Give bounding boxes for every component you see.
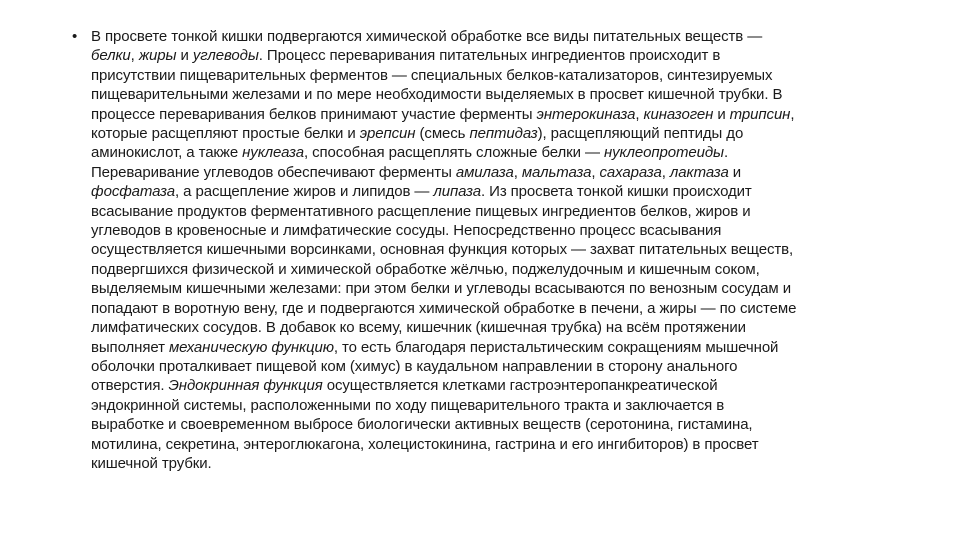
text-line <box>91 279 891 298</box>
text-run: лимфатических сосудов. В добавок ко всему, кишечник (кишечная трубка) на всём протяжении <box>91 319 746 337</box>
emphasized-term: амилаза <box>455 163 514 181</box>
text-run: . Процесс переваривания питательных ингредиентов происходит в <box>258 47 721 65</box>
emphasized-term: киназоген <box>643 105 714 123</box>
text-line <box>91 318 891 337</box>
text-run: аминокислот, а также <box>91 144 243 162</box>
text-run: мотилина, секретина, энтероглюкагона, холецистокинина, гастрина и его ингибиторов) в просвет <box>91 435 759 453</box>
text-line <box>91 396 891 415</box>
text-run: , то есть благодаря перистальтическим сокращениям мышечной <box>333 338 779 356</box>
text-run: В просвете тонкой кишки подвергаются химической обработке все виды питательных веществ — <box>91 28 763 45</box>
text-line <box>91 66 891 85</box>
bullet-marker: • <box>72 28 78 45</box>
text-line <box>91 260 891 279</box>
text-line <box>91 221 891 240</box>
text-run: процессе переваривания белков принимают участие ферменты <box>91 105 537 123</box>
text-run: присутствии пищеварительных ферментов — специальных белков-катализаторов, синтезируемых <box>91 66 773 84</box>
emphasized-term: нуклеаза <box>242 144 304 162</box>
text-run: выработке и своевременном выбросе биологически активных веществ (серотонина, гистамина, <box>91 416 753 434</box>
text-run: выполняет <box>91 338 169 356</box>
text-line <box>91 376 891 395</box>
text-run: Переваривание углеводов обеспечивают ферменты <box>91 163 456 181</box>
text-run: (смесь <box>415 125 470 143</box>
text-line <box>91 240 891 259</box>
text-run: и <box>728 163 742 181</box>
text-run: подвергшихся физической и химической обработке жёлчью, поджелудочным и кишечным соком, <box>91 260 760 278</box>
text-line <box>91 46 891 65</box>
text-line <box>91 202 891 221</box>
text-run: осуществляется клетками гастроэнтеропанкреатической <box>322 377 718 395</box>
text-line <box>91 338 891 357</box>
emphasized-term: лактаза <box>669 163 729 181</box>
text-run: . <box>723 144 729 162</box>
text-run: углеводов в кровеносные и лимфатические сосуды. Непосредственно процесс всасывания <box>91 222 722 240</box>
text-run: , <box>661 163 670 181</box>
text-run: всасывание продуктов ферментативного расщепление пищевых ингредиентов белков, жиров и <box>91 202 751 220</box>
text-run: и <box>713 105 730 123</box>
bullet-paragraph <box>91 27 891 473</box>
text-line <box>91 435 891 454</box>
text-run: эндокринной системы, расположенными по ходу пищеварительного тракта и заключается в <box>91 396 725 414</box>
text-line <box>91 357 891 376</box>
emphasized-term: белки <box>91 47 131 65</box>
emphasized-term: эрепсин <box>359 125 416 143</box>
text-run: пищеварительными железами и по мере необходимости выделяемых в просвет кишечной трубки. В <box>91 86 783 104</box>
text-line <box>91 163 891 182</box>
text-line <box>91 182 891 201</box>
text-run: которые расщепляют простые белки и <box>91 125 360 143</box>
text-run: , <box>635 105 644 123</box>
emphasized-term: жиры <box>138 47 177 65</box>
text-run: осуществляется кишечными ворсинками, основная функция которых — захват питательных веществ, <box>91 241 794 259</box>
text-run: , <box>790 105 795 123</box>
text-run: ), расщепляющий пептиды до <box>537 125 744 143</box>
text-run: оболочки проталкивает пищевой ком (химус) в каудальном направлении в сторону анального <box>91 357 738 375</box>
text-line <box>91 27 891 46</box>
emphasized-term: фосфатаза <box>91 183 176 201</box>
text-line <box>91 105 891 124</box>
text-run: и <box>176 47 193 65</box>
text-run: , <box>130 47 139 65</box>
emphasized-term: нуклеопротеиды <box>603 144 724 162</box>
text-run: , а расщепление жиров и липидов — <box>175 183 434 201</box>
text-line <box>91 124 891 143</box>
text-run: попадают в воротную вену, где и подвергаются химической обработке в печени, а жиры — по системе <box>91 299 797 317</box>
text-run: , <box>591 163 600 181</box>
emphasized-term: Эндокринная функция <box>168 377 323 395</box>
text-run: отверстия. <box>91 377 169 395</box>
emphasized-term: сахараза <box>599 163 662 181</box>
emphasized-term: мальтаза <box>521 163 592 181</box>
text-line <box>91 299 891 318</box>
text-run: , <box>513 163 522 181</box>
emphasized-term: механическую функцию <box>168 338 334 356</box>
text-run: выделяемым кишечными железами: при этом белки и углеводы всасываются по венозным сосудам и <box>91 280 791 298</box>
emphasized-term: углеводы <box>192 47 259 65</box>
text-line <box>91 415 891 434</box>
emphasized-term: трипсин <box>729 105 791 123</box>
text-run: . Из просвета тонкой кишки происходит <box>481 183 752 201</box>
emphasized-term: энтерокиназа <box>536 105 636 123</box>
text-run: кишечной трубки. <box>91 454 212 472</box>
text-line <box>91 454 891 473</box>
emphasized-term: пептидаз <box>469 125 538 143</box>
text-run: , способная расщеплять сложные белки — <box>303 144 604 162</box>
emphasized-term: липаза <box>433 183 481 201</box>
text-line <box>91 143 891 162</box>
text-line <box>91 85 891 104</box>
